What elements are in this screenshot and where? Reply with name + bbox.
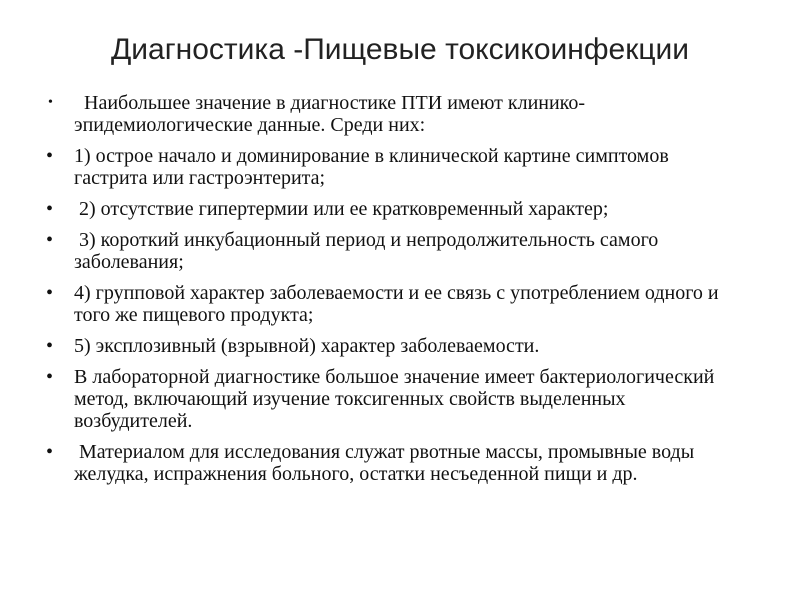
bullet-marker: •	[46, 441, 54, 463]
bullet-item	[42, 366, 742, 432]
bullet-text: 3) короткий инкубационный период и непродолжительность самого заболевания;	[74, 229, 664, 273]
bullet-item	[42, 282, 742, 326]
slide-title: Диагностика -Пищевые токсикоинфекции	[110, 33, 690, 66]
bullet-marker: •	[46, 335, 54, 357]
bullet-item	[42, 335, 742, 357]
bullet-text: 4) групповой характер заболеваемости и ее связь с употреблением одного и того же пищевого продукта;	[74, 282, 724, 326]
bullet-marker: •	[48, 95, 53, 110]
bullet-marker: •	[46, 145, 54, 167]
bullet-item	[42, 198, 742, 220]
bullet-text: 2) отсутствие гипертермии или ее кратковременный характер;	[74, 198, 609, 220]
bullet-marker: •	[46, 198, 54, 220]
bullet-text: В лабораторной диагностике большое значение имеет бактериологический метод, включающий изучение токсигенных свойств выделенных возбудителей.	[74, 366, 720, 432]
bullet-marker: •	[46, 366, 54, 388]
bullet-item	[42, 145, 742, 189]
bullet-item	[42, 92, 742, 136]
bullet-item	[42, 441, 742, 485]
bullet-text: Материалом для исследования служат рвотные массы, промывные воды желудка, испражнения больного, остатки несъеденной пищи и др.	[74, 441, 700, 485]
bullet-list	[42, 92, 742, 494]
bullet-text: 1) острое начало и доминирование в клинической картине симптомов гастрита или гастроэнтерита;	[74, 145, 674, 189]
bullet-marker: •	[46, 282, 54, 304]
bullet-text: Наибольшее значение в диагностике ПТИ имеют клинико-эпидемиологические данные. Среди них:	[74, 92, 586, 136]
bullet-item	[42, 229, 742, 273]
bullet-text: 5) эксплозивный (взрывной) характер заболеваемости.	[74, 335, 540, 357]
bullet-marker: •	[46, 229, 54, 251]
